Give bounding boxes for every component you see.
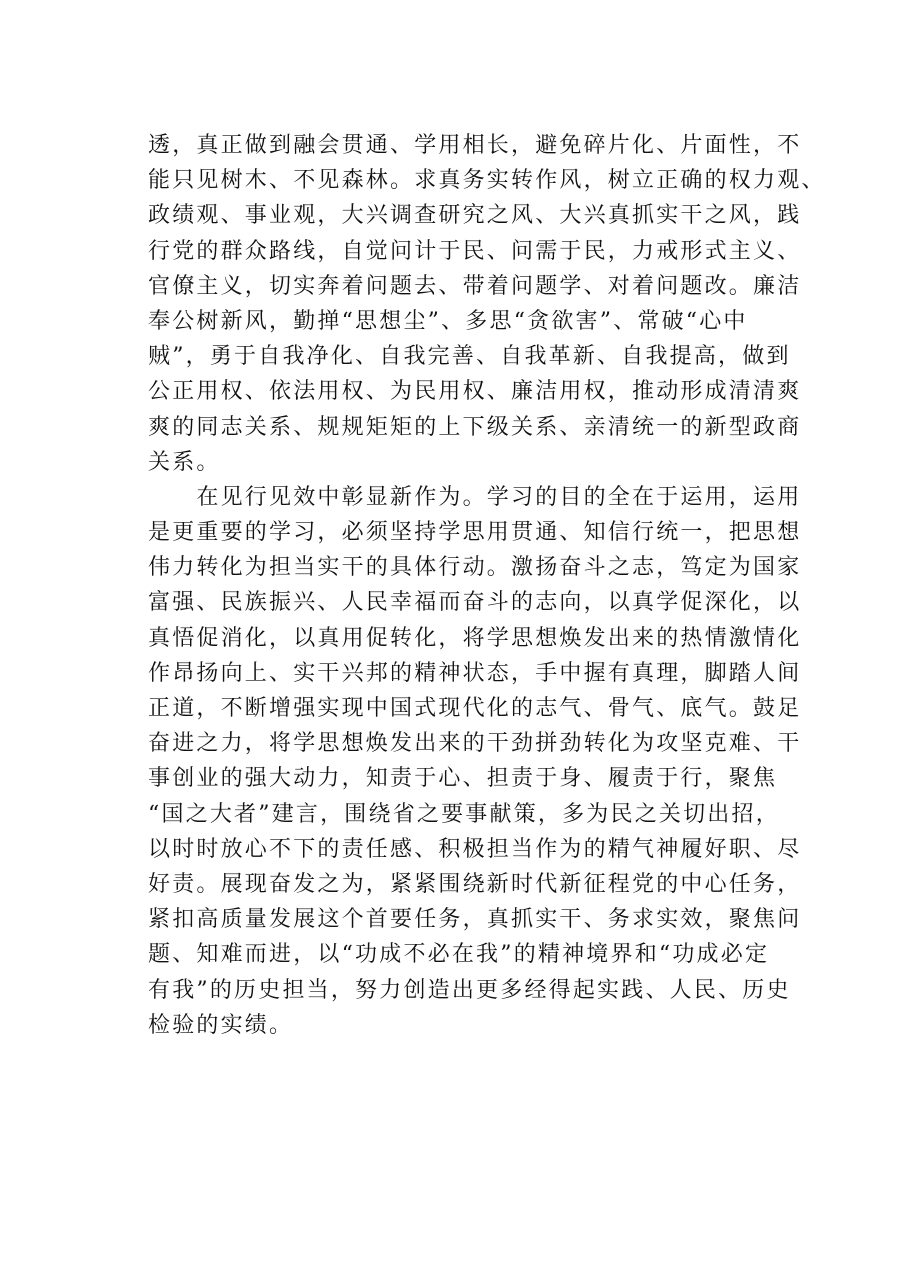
text-line: 好责。展现奋发之为，紧紧围绕新时代新征程党的中心任务， <box>148 871 802 897</box>
text-line: 题、知难而进，以“功成不必在我”的精神境界和“功成必定 <box>148 942 770 968</box>
text-line: 在见行见效中彰显新作为。学习的目的全在于运用，运用 <box>148 484 802 510</box>
text-line: 贼”，勇于自我净化、自我完善、自我革新、自我提高，做到 <box>148 344 791 370</box>
text-line: 检验的实绩。 <box>148 1012 294 1038</box>
text-line: 紧扣高质量发展这个首要任务，真抓实干、务求实效，聚焦问 <box>148 907 802 933</box>
text-line: 是更重要的学习，必须坚持学思用贯通、知信行统一，把思想 <box>148 520 802 546</box>
text-line: 政绩观、事业观，大兴调查研究之风、大兴真抓实干之风，践 <box>148 203 802 229</box>
text-line: 爽的同志关系、规规矩矩的上下级关系、亲清统一的新型政商 <box>148 414 802 440</box>
text-line: 作昂扬向上、实干兴邦的精神状态，手中握有真理，脚踏人间 <box>148 660 802 686</box>
text-line: 有我”的历史担当，努力创造出更多经得起实践、人民、历史 <box>148 977 791 1003</box>
text-line: 能只见树木、不见森林。求真务实转作风，树立正确的权力观、 <box>148 168 826 194</box>
text-line: 关系。 <box>148 449 221 475</box>
text-line: 官僚主义，切实奔着问题去、带着问题学、对着问题改。廉洁 <box>148 273 802 299</box>
text-line: 富强、民族振兴、人民幸福而奋斗的志向，以真学促深化，以 <box>148 590 802 616</box>
text-line: 奉公树新风，勤掸“思想尘”、多思“贪欲害”、常破“心中 <box>148 308 748 334</box>
text-line: 伟力转化为担当实干的具体行动。激扬奋斗之志，笃定为国家 <box>148 555 802 581</box>
text-line: 透，真正做到融会贯通、学用相长，避免碎片化、片面性，不 <box>148 133 802 158</box>
text-line: 公正用权、依法用权、为民用权、廉洁用权，推动形成清清爽 <box>148 379 802 405</box>
body-text <box>148 128 848 1043</box>
text-line: 行党的群众路线，自觉问计于民、问需于民，力戒形式主义、 <box>148 238 802 264</box>
text-line: 真悟促消化，以真用促转化，将学思想焕发出来的热情激情化 <box>148 625 802 651</box>
text-line: 以时时放心不下的责任感、积极担当作为的精气神履好职、尽 <box>148 836 802 862</box>
text-line: “国之大者”建言，围绕省之要事献策，多为民之关切出招， <box>148 801 780 827</box>
text-line: 正道，不断增强实现中国式现代化的志气、骨气、底气。鼓足 <box>148 696 802 721</box>
text-line: 奋进之力，将学思想焕发出来的干劲拼劲转化为攻坚克难、干 <box>148 731 802 757</box>
text-line: 事创业的强大动力，知责于心、担责于身、履责于行，聚焦 <box>148 766 778 792</box>
